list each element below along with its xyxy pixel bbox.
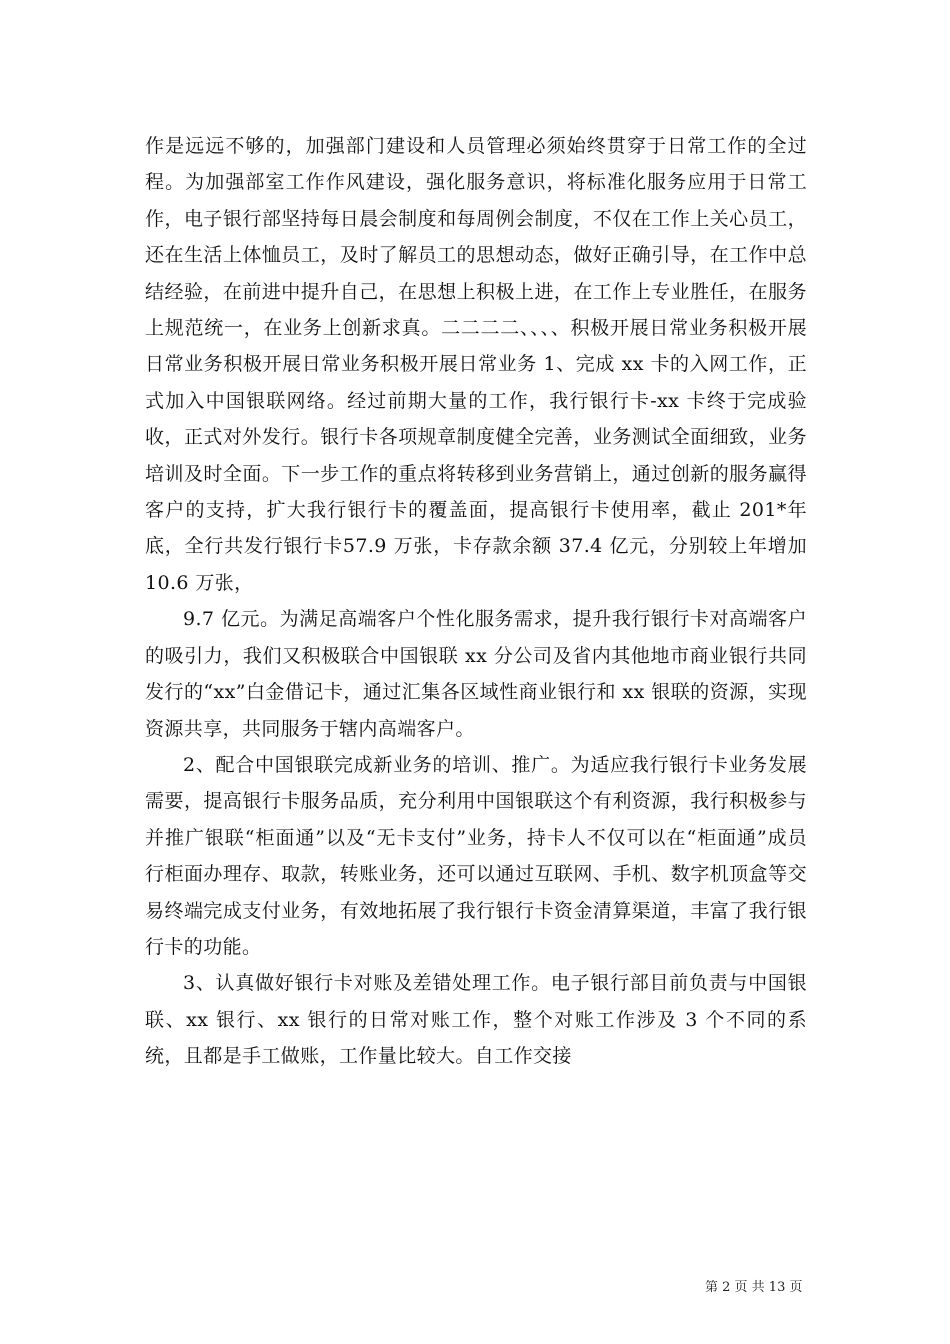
paragraph-1: 作是远远不够的，加强部门建设和人员管理必须始终贯穿于日常工作的全过程。为加强部室工作作风建设，强化服务意识，将标准化服务应用于日常工作，电子银行部坚持每日晨会制度和每周例会制度，不仅在工作上关心员工，还在生活上体恤员工，及时了解员工的思想动态，做好正确引导，在工作中总结经验，在前进中提升自己，在思想上积极上进，在工作上专业胜任，在服务上规范统一，在业务上创新求真。二二二二、、、、积极开展日常业务积极开展日常业务积极开展日常业务积极开展日常业务 1、完成 xx 卡的入网工作，正式加入中国银联网络。经过前期大量的工作，我行银行卡-xx 卡终于完成验收，正式对外发行。银行卡各项规章制度健全完善，业务测试全面细致，业务培训及时全面。下一步工作的重点将转移到业务营销上，通过创新的服务赢得客户的支持，扩大我行银行卡的覆盖面，提高银行卡使用率，截止 201*年底，全行共发行银行卡57.9 万张，卡存款余额 37.4 亿元，分别较上年增加 10.6 万张， bbox=[145, 135, 807, 594]
page-number: 第 2 页 共 13 页 bbox=[705, 1280, 803, 1295]
body-text bbox=[145, 128, 807, 1075]
paragraph-3: 2、配合中国银联完成新业务的培训、推广。为适应我行银行卡业务发展需要，提高银行卡服务品质，充分利用中国银联这个有利资源，我行积极参与并推广银联“柜面通”以及“无卡支付”业务，持卡人不仅可以在“柜面通”成员行柜面办理存、取款，转账业务，还可以通过互联网、手机、数字机顶盒等交易终端完成支付业务，有效地拓展了我行银行卡资金清算渠道，丰富了我行银行卡的功能。 bbox=[145, 753, 807, 958]
paragraph-4: 3、认真做好银行卡对账及差错处理工作。电子银行部目前负责与中国银联、xx 银行、xx 银行的日常对账工作，整个对账工作涉及 3 个不同的系统，且都是手工做账，工作量比较大。自工作交接 bbox=[145, 972, 807, 1068]
paragraph-2: 9.7 亿元。为满足高端客户个性化服务需求，提升我行银行卡对高端客户的吸引力，我们又积极联合中国银联 xx 分公司及省内其他地市商业银行共同发行的“xx”白金借记卡，通过汇集各区域性商业银行和 xx 银联的资源，实现资源共享，共同服务于辖内高端客户。 bbox=[145, 608, 807, 740]
